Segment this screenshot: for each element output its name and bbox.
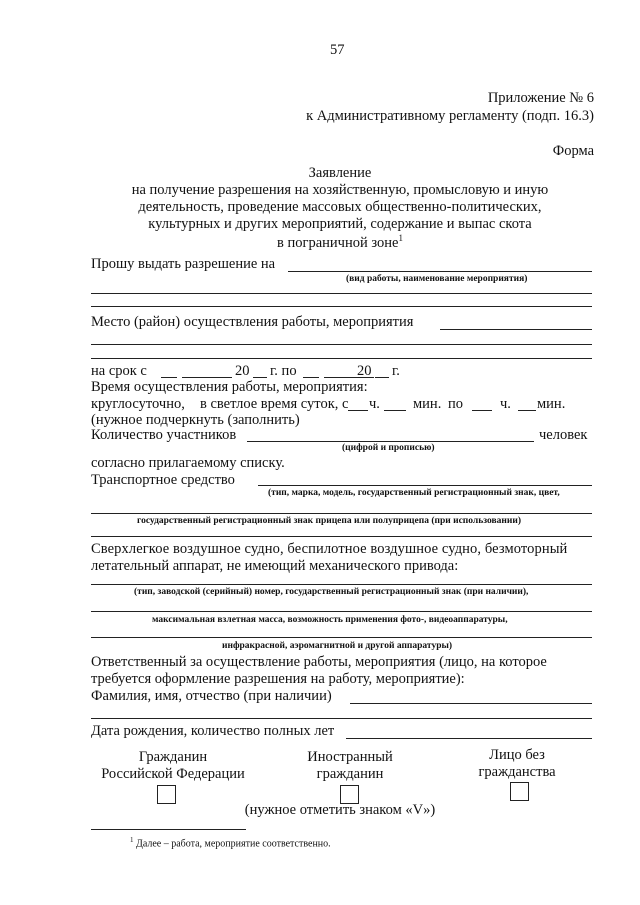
aircraft-field-3[interactable]: [91, 637, 592, 638]
place-field-2[interactable]: [91, 344, 592, 345]
transport-label: Транспортное средство: [91, 472, 235, 488]
place-field[interactable]: [440, 329, 592, 330]
term-to-year-field[interactable]: [375, 377, 389, 378]
time-to-hour-field[interactable]: [472, 410, 492, 411]
time-note: (нужное подчеркнуть (заполнить): [91, 412, 300, 428]
trailer-field[interactable]: [91, 513, 592, 514]
title-line-3: деятельность, проведение массовых общественно-политических,: [138, 199, 542, 215]
aircraft-label-2: летательный аппарат, не имеющий механического привода:: [91, 558, 459, 574]
time-min-label-1: мин.: [413, 396, 442, 412]
aircraft-label-1: Сверхлегкое воздушное судно, беспилотное воздушное судно, безмоторный: [91, 541, 568, 557]
stateless-label-2: гражданства: [478, 764, 556, 780]
form-label: Форма: [552, 143, 594, 159]
time-to-min-field[interactable]: [518, 410, 536, 411]
time-hour-label-1: ч.: [369, 396, 380, 412]
term-to-label: г. по: [270, 363, 297, 379]
participants-hint: (цифрой и прописью): [342, 443, 435, 453]
aircraft-hint-3: инфракрасной, аэромагнитной и другой аппаратуры): [222, 641, 453, 651]
birth-field[interactable]: [346, 738, 592, 739]
birth-label: Дата рождения, количество полных лет: [91, 723, 335, 739]
citizen-rf-label-2: Российской Федерации: [101, 766, 245, 782]
term-year1-label: 20: [235, 363, 250, 379]
time-hour-label-2: ч.: [500, 396, 511, 412]
time-from-min-field[interactable]: [384, 410, 406, 411]
term-year2-label: 20: [357, 363, 372, 379]
participants-unit: человек: [539, 427, 588, 443]
work-type-hint: (вид работы, наименование мероприятия): [346, 274, 528, 284]
term-from-year-field[interactable]: [253, 377, 267, 378]
title-line-2: на получение разрешения на хозяйственную, промысловую и иную: [131, 182, 549, 198]
citizen-rf-checkbox[interactable]: [157, 785, 176, 804]
responsible-label-2: требуется оформление разрешения на работу, мероприятие):: [91, 671, 465, 687]
fio-label: Фамилия, имя, отчество (при наличии): [91, 688, 332, 704]
title-footnote-mark: 1: [398, 233, 403, 243]
term-from-label: на срок с: [91, 363, 147, 379]
regulation-label: к Административному регламенту (подп. 16.3): [306, 108, 594, 124]
place-field-3[interactable]: [91, 358, 592, 359]
time-min-label-2: мин.: [537, 396, 566, 412]
request-label: Прошу выдать разрешение на: [91, 256, 276, 272]
transport-field-2[interactable]: [91, 536, 592, 537]
aircraft-hint-1: (тип, заводской (серийный) номер, государственный регистрационный знак (при наличии),: [134, 587, 529, 597]
work-type-field-2[interactable]: [91, 293, 592, 294]
citizen-rf-label-1: Гражданин: [138, 749, 208, 765]
term-from-month-field[interactable]: [182, 377, 232, 378]
citizenship-note: (нужное отметить знаком «V»): [244, 802, 436, 818]
participants-label: Количество участников: [91, 427, 237, 443]
footnote-separator: [91, 829, 246, 830]
foreign-citizen-label-1: Иностранный: [307, 749, 393, 765]
transport-hint: (тип, марка, модель, государственный регистрационный знак, цвет,: [268, 488, 560, 498]
footnote-text: Далее – работа, мероприятие соответственно.: [136, 838, 331, 850]
title-line-4: культурных и других мероприятий, содержание и выпас скота: [148, 216, 532, 232]
footnote-mark: 1: [130, 836, 134, 844]
document-title: Заявление: [308, 165, 372, 181]
term-to-day-field[interactable]: [303, 377, 319, 378]
foreign-citizen-label-2: гражданин: [316, 766, 384, 782]
appendix-label: Приложение № 6: [487, 90, 594, 106]
fio-field-2[interactable]: [91, 718, 592, 719]
time-day-option[interactable]: в светлое время суток, с: [200, 396, 349, 412]
responsible-label-1: Ответственный за осуществление работы, мероприятия (лицо, на которое: [91, 654, 547, 670]
time-label: Время осуществления работы, мероприятия:: [91, 379, 368, 395]
stateless-label-1: Лицо без: [489, 747, 545, 763]
footnote: [130, 836, 331, 849]
aircraft-field-1[interactable]: [91, 584, 592, 585]
title-line-5-text: в пограничной зоне: [277, 234, 399, 251]
time-round-option[interactable]: круглосуточно,: [91, 396, 185, 412]
time-to-label: по: [448, 396, 464, 412]
stateless-checkbox[interactable]: [510, 782, 529, 801]
time-from-hour-field[interactable]: [348, 410, 368, 411]
work-type-field-3[interactable]: [91, 306, 592, 307]
aircraft-field-2[interactable]: [91, 611, 592, 612]
list-note: согласно прилагаемому списку.: [91, 455, 285, 471]
work-type-field[interactable]: [288, 271, 592, 272]
term-from-day-field[interactable]: [161, 377, 177, 378]
term-end-label: г.: [392, 363, 400, 379]
trailer-hint: государственный регистрационный знак прицепа или полуприцепа (при использовании): [137, 516, 521, 526]
page-number: 57: [330, 42, 345, 58]
participants-field[interactable]: [247, 441, 534, 442]
fio-field[interactable]: [350, 703, 592, 704]
place-label: Место (район) осуществления работы, мероприятия: [91, 314, 414, 330]
title-line-5: [0, 233, 640, 252]
transport-field[interactable]: [258, 485, 592, 486]
aircraft-hint-2: максимальная взлетная масса, возможность применения фото-, видеоаппаратуры,: [152, 615, 508, 625]
